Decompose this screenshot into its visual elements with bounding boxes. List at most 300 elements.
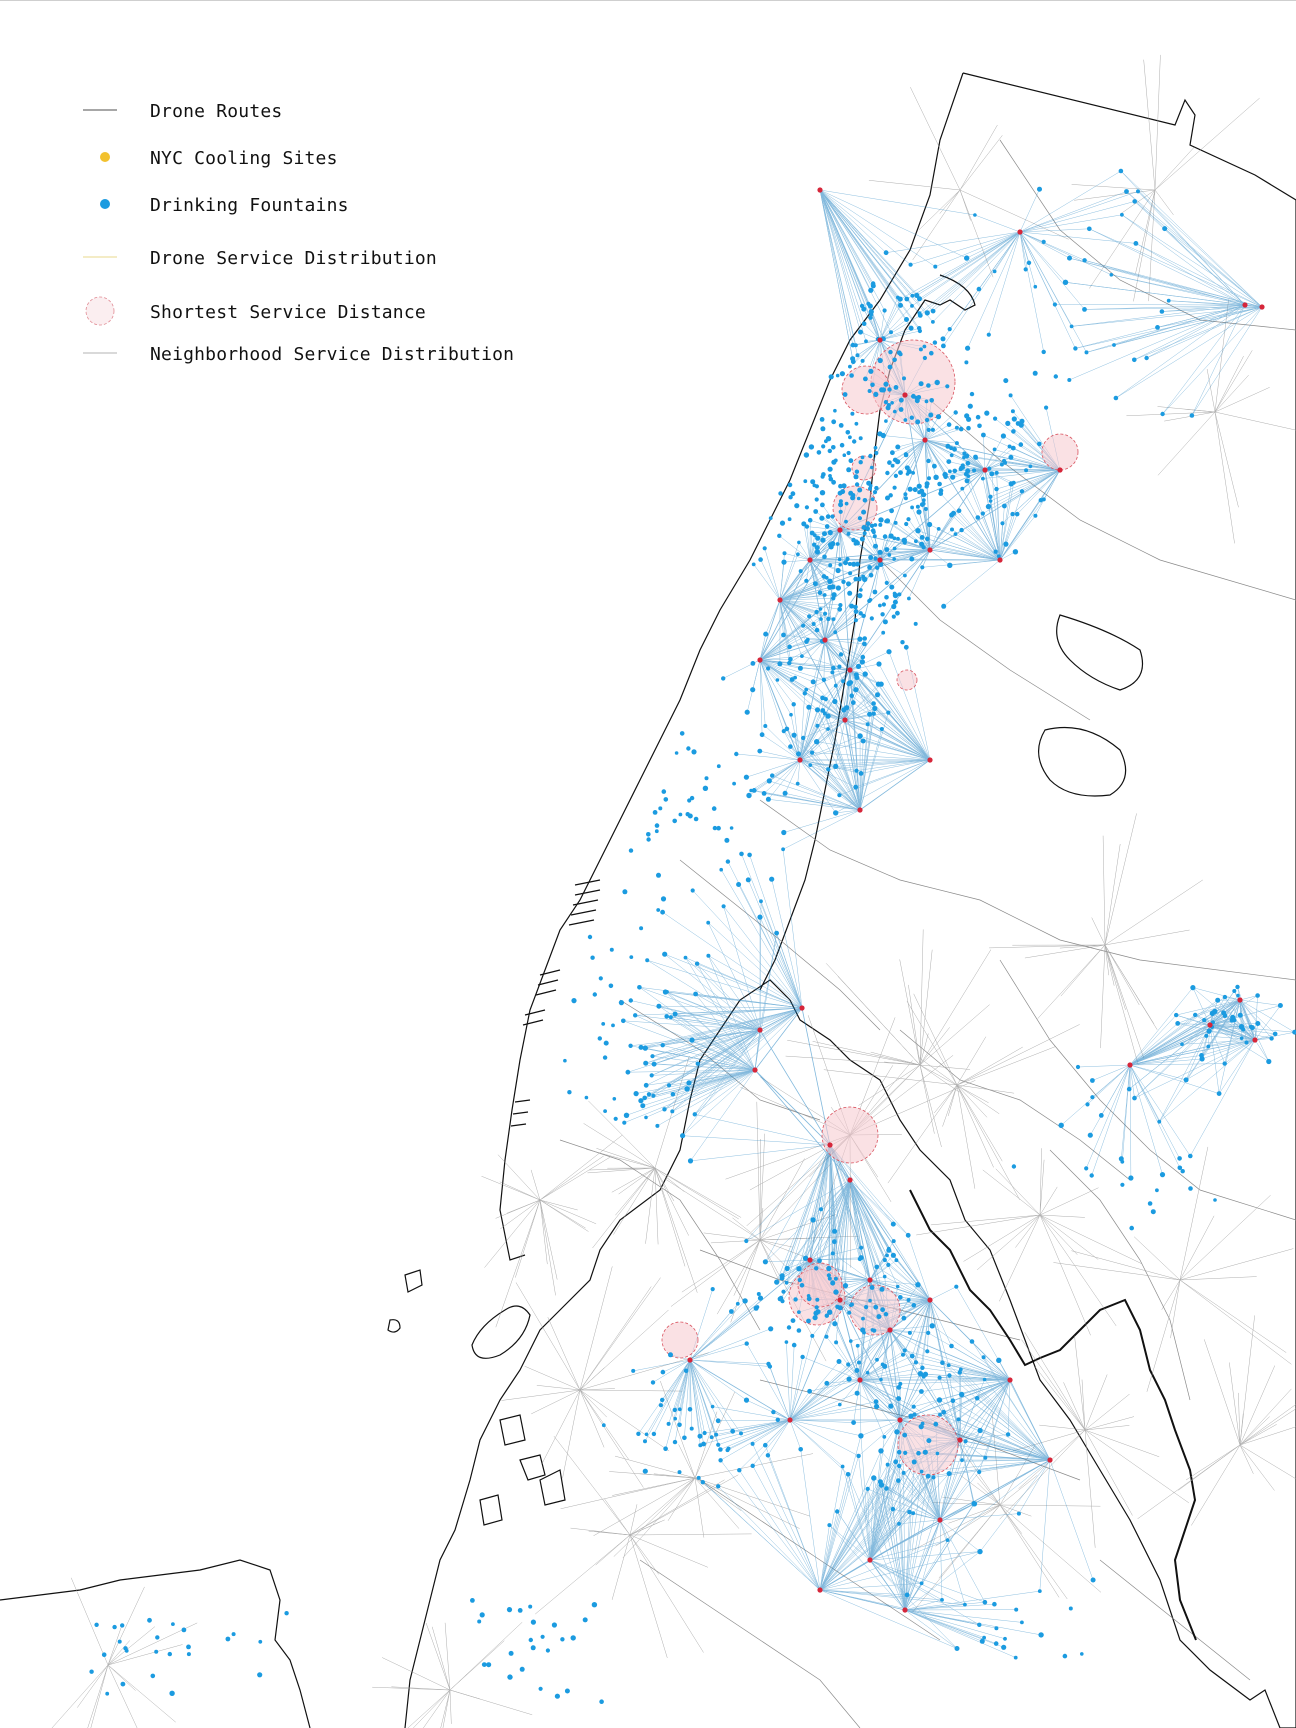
drone-route [666, 1360, 690, 1449]
drinking-fountain [870, 383, 875, 388]
drinking-fountain [858, 330, 863, 335]
drinking-fountain [869, 598, 873, 602]
neighborhood-service-line [1215, 387, 1270, 412]
neighborhood-service-line [612, 1478, 695, 1496]
drinking-fountain [836, 542, 840, 546]
service-hub [902, 392, 907, 397]
drinking-fountain [917, 326, 921, 330]
drinking-fountain [684, 1086, 689, 1091]
drinking-fountain [904, 496, 908, 500]
drinking-fountain [925, 537, 930, 542]
drinking-fountain [977, 1549, 982, 1554]
neighborhood-service-line [940, 190, 960, 214]
drinking-fountain [257, 1672, 262, 1677]
drinking-fountain [886, 1263, 890, 1267]
drinking-fountain [863, 671, 868, 676]
neighborhood-service-line [1015, 1215, 1040, 1248]
drinking-fountain [1160, 412, 1164, 416]
drinking-fountain [766, 1453, 770, 1457]
drinking-fountain [1236, 994, 1240, 998]
drinking-fountain [827, 1523, 831, 1527]
drinking-fountain [778, 1297, 783, 1302]
drinking-fountain [920, 565, 924, 569]
drinking-fountain [859, 588, 863, 592]
drinking-fountain [846, 581, 851, 586]
drinking-fountain [1215, 998, 1220, 1003]
service-hub [927, 1297, 932, 1302]
drone-route [1186, 1040, 1255, 1080]
drone-route [900, 232, 1020, 299]
drinking-fountain [669, 1015, 673, 1019]
drone-route [736, 754, 800, 760]
drinking-fountain [1082, 258, 1086, 262]
drinking-fountain [962, 452, 966, 456]
drinking-fountain [1067, 378, 1071, 382]
drinking-fountain [785, 1281, 789, 1285]
drinking-fountain [881, 387, 886, 392]
drinking-fountain [900, 640, 904, 644]
drone-route [790, 1393, 857, 1420]
drinking-fountain [507, 1674, 512, 1679]
drinking-fountain [873, 1305, 878, 1310]
drinking-fountain [833, 810, 838, 815]
service-hub [1207, 1022, 1212, 1027]
drinking-fountain [686, 746, 690, 750]
drinking-fountain [914, 1360, 918, 1364]
drinking-fountain [924, 507, 928, 511]
neighborhood-service-line [1053, 1263, 1180, 1281]
drinking-fountain [849, 1303, 853, 1307]
drinking-fountain [603, 1055, 607, 1059]
drinking-fountain [873, 490, 877, 494]
drinking-fountain [887, 553, 891, 557]
drinking-fountain [914, 539, 918, 543]
drinking-fountain [830, 670, 834, 674]
drinking-fountain [925, 1349, 929, 1353]
drinking-fountain [879, 1482, 884, 1487]
drinking-fountain [966, 426, 971, 431]
neighborhood-service-line [81, 1665, 108, 1728]
neighborhood-service-line [888, 1085, 957, 1183]
drinking-fountain [893, 1459, 898, 1464]
drone-route [930, 1287, 956, 1300]
drinking-fountain [688, 1407, 693, 1412]
neighborhood-service-line [561, 1478, 695, 1509]
neighborhood-service-line [1040, 1188, 1099, 1215]
drinking-fountain [507, 1607, 512, 1612]
neighborhood-service-line [382, 1658, 450, 1691]
drinking-fountain [622, 889, 627, 894]
drinking-fountain [849, 1339, 853, 1343]
drinking-fountain [1120, 213, 1124, 217]
drone-route [647, 960, 802, 1008]
neighborhood-service-line [580, 1390, 669, 1451]
drinking-fountain [682, 1436, 687, 1441]
drinking-fountain [742, 1298, 747, 1303]
drone-route [922, 560, 1000, 567]
drone-route [930, 470, 1060, 550]
drone-route [820, 1590, 905, 1610]
service-hub [1007, 1377, 1012, 1382]
drinking-fountain [916, 1451, 921, 1456]
drinking-fountain [849, 604, 854, 609]
drinking-fountain [1009, 393, 1013, 397]
drinking-fountain [915, 1282, 920, 1287]
drinking-fountain [673, 1417, 677, 1421]
drinking-fountain [168, 1652, 172, 1656]
drinking-fountain [656, 1004, 661, 1009]
drinking-fountain [1019, 442, 1024, 447]
drone-route [1130, 988, 1193, 1065]
drinking-fountain [898, 297, 903, 302]
neighborhood-service-line [540, 1135, 622, 1200]
drinking-fountain [822, 531, 827, 536]
neighborhood-service-line [665, 1179, 760, 1240]
drinking-fountain [1005, 421, 1010, 426]
drinking-fountain [655, 829, 659, 833]
drone-route [627, 1070, 756, 1115]
drinking-fountain [840, 443, 845, 448]
neighborhood-service-line [999, 1215, 1040, 1301]
drinking-fountain [646, 837, 650, 841]
neighborhood-service-line [957, 1047, 1056, 1086]
drinking-fountain [871, 1475, 876, 1480]
drone-route [790, 1420, 801, 1449]
drinking-fountain [1033, 514, 1037, 518]
drone-route [870, 1560, 979, 1625]
drinking-fountain [636, 1432, 640, 1436]
drinking-fountain [869, 484, 873, 488]
drinking-fountain [872, 712, 876, 716]
drone-route [760, 614, 825, 660]
drinking-fountain [571, 1635, 576, 1640]
drone-route [760, 751, 800, 760]
drone-route [868, 304, 880, 340]
drinking-fountain [851, 1420, 856, 1425]
service-hub [842, 717, 847, 722]
drinking-fountain [640, 1103, 645, 1108]
drinking-fountain [995, 471, 999, 475]
drone-route [790, 1380, 860, 1420]
neighborhood-service-line [1180, 1216, 1214, 1280]
drinking-fountain [697, 1476, 701, 1480]
drinking-fountain [663, 1446, 668, 1451]
drinking-fountain [883, 1275, 887, 1279]
drone-route [1020, 201, 1135, 232]
service-hub [1047, 1457, 1052, 1462]
drinking-fountain [780, 1276, 785, 1281]
drinking-fountain [770, 773, 774, 777]
drone-route [1020, 232, 1044, 352]
drone-route [690, 1360, 747, 1400]
drinking-fountain [922, 498, 926, 502]
neighborhood-service-line [1105, 813, 1137, 945]
drinking-fountain [1099, 1113, 1104, 1118]
drinking-fountain [868, 1299, 872, 1303]
neighborhood-service-line [1105, 945, 1114, 986]
drinking-fountain [673, 1012, 678, 1017]
neighborhood-service-line [445, 1623, 450, 1690]
drinking-fountain [650, 1073, 654, 1077]
drone-route [905, 1602, 985, 1610]
drinking-fountain [931, 309, 936, 314]
drinking-fountain [1235, 985, 1239, 989]
drinking-fountain [599, 1699, 604, 1704]
drinking-fountain [854, 343, 858, 347]
drinking-fountain [946, 1538, 950, 1542]
drinking-fountain [1188, 1186, 1193, 1191]
neighborhood-service-line [655, 1168, 697, 1293]
drinking-fountain [1000, 463, 1004, 467]
drinking-fountain [1053, 302, 1057, 306]
drinking-fountain [585, 1096, 589, 1100]
drinking-fountain [850, 495, 855, 500]
drinking-fountain [975, 1396, 980, 1401]
drinking-fountain [883, 382, 888, 387]
drinking-fountain [834, 1277, 838, 1281]
drinking-fountain [835, 1509, 839, 1513]
drinking-fountain [1020, 489, 1024, 493]
drinking-fountain [1110, 273, 1114, 277]
drinking-fountain [873, 534, 877, 538]
drinking-fountain [893, 536, 897, 540]
drinking-fountain [1177, 1156, 1182, 1161]
drinking-fountain [949, 446, 953, 450]
drinking-fountain [831, 666, 836, 671]
drinking-fountain [832, 592, 837, 597]
drone-route-line-icon [80, 95, 120, 125]
drinking-fountain [693, 1112, 697, 1116]
drinking-fountain [896, 537, 900, 541]
drinking-fountain [925, 418, 929, 422]
drinking-fountain [730, 1429, 735, 1434]
drinking-fountain [1082, 307, 1087, 312]
drinking-fountain [929, 351, 934, 356]
neighborhood-service-line [908, 985, 920, 1065]
drone-route [860, 704, 874, 811]
drone-route [975, 215, 1020, 232]
drone-route [917, 232, 1020, 295]
neighborhood-service-line [695, 1478, 800, 1529]
neighborhood-service-line [548, 1317, 580, 1390]
drone-route [820, 190, 920, 315]
drinking-fountain [881, 1363, 885, 1367]
drinking-fountain [774, 931, 779, 936]
service-hub [857, 1377, 862, 1382]
drinking-fountain [1241, 1027, 1245, 1031]
drinking-fountain [520, 1667, 525, 1672]
drinking-fountain [732, 782, 736, 786]
legend-item-drone-service-distribution [80, 242, 580, 272]
drone-route [790, 1420, 848, 1474]
drinking-fountain [1073, 346, 1077, 350]
neighborhood-service-line [920, 929, 923, 1065]
drinking-fountain [838, 558, 842, 562]
drinking-fountain [911, 394, 916, 399]
drinking-fountain [673, 1440, 677, 1444]
drinking-fountain [729, 1309, 734, 1314]
drinking-fountain [798, 1278, 802, 1282]
drinking-fountain [981, 511, 985, 515]
drinking-fountain [1120, 1183, 1124, 1187]
drinking-fountain [888, 365, 893, 370]
drinking-fountain [1042, 240, 1046, 244]
drinking-fountain [865, 526, 870, 531]
drinking-fountain [885, 1254, 889, 1258]
neighborhood-service-line [1085, 1430, 1159, 1457]
drinking-fountain [1221, 1010, 1226, 1015]
drinking-fountain [989, 471, 994, 476]
drone-route [940, 1520, 965, 1605]
drone-route [739, 1470, 820, 1590]
neighborhood-service-line [1085, 1430, 1133, 1516]
drinking-fountain [904, 418, 908, 422]
drinking-fountain [854, 769, 858, 773]
drone-route [1130, 1036, 1206, 1065]
neighborhood-service-line [630, 1504, 637, 1535]
drinking-fountain [801, 736, 805, 740]
drinking-fountain [788, 495, 792, 499]
legend-label-shortest-service-distance: Shortest Service Distance [150, 302, 426, 323]
drinking-fountain [868, 369, 873, 374]
neighborhood-service-line [630, 1475, 738, 1535]
drone-route [663, 912, 802, 1008]
drinking-fountain [868, 288, 873, 293]
neighborhood-service-line [957, 1085, 975, 1189]
drinking-fountain [480, 1612, 485, 1617]
neighborhood-service-line [498, 1155, 540, 1200]
drinking-fountain [817, 450, 822, 455]
drone-route [1134, 305, 1245, 360]
drone-route [699, 1478, 820, 1590]
neighborhood-service-line [1105, 945, 1138, 1065]
neighborhood-service-line [596, 1478, 695, 1565]
drinking-fountain [984, 411, 989, 416]
drinking-fountain [958, 1370, 962, 1374]
drinking-fountain [926, 1474, 931, 1479]
neighborhood-service-line [1180, 1277, 1257, 1280]
neighborhood-service-line [931, 1215, 1040, 1225]
neighborhood-service-line [920, 950, 991, 1065]
drinking-fountain [867, 712, 872, 717]
drinking-fountain [747, 853, 752, 858]
drinking-fountain [672, 819, 677, 824]
drinking-fountain [936, 1452, 940, 1456]
drinking-fountain [854, 474, 859, 479]
drinking-fountain [482, 1662, 487, 1667]
drinking-fountain [815, 497, 819, 501]
neighborhood-service-line [920, 1065, 970, 1070]
neighborhood-service-line [540, 1200, 557, 1280]
drinking-fountain [813, 1315, 818, 1320]
drinking-fountain [832, 1239, 837, 1244]
drinking-fountain [965, 346, 970, 351]
neighborhood-service-line [1162, 1280, 1180, 1310]
drinking-fountain [841, 1465, 845, 1469]
drinking-fountain [691, 749, 696, 754]
drinking-fountain [940, 1598, 944, 1602]
drinking-fountain [930, 1323, 935, 1328]
small-island-2 [405, 1270, 422, 1292]
drinking-fountain [1129, 1226, 1134, 1231]
drinking-fountain [751, 661, 756, 666]
neighborhood-service-line [482, 1176, 541, 1200]
drinking-fountain [859, 611, 863, 615]
drinking-fountain [855, 422, 859, 426]
drinking-fountain [951, 1398, 956, 1403]
drinking-fountain [754, 1306, 759, 1311]
drinking-fountain [852, 439, 856, 443]
drinking-fountain [897, 1385, 902, 1390]
service-hub [757, 1027, 762, 1032]
governors-island [472, 1306, 530, 1358]
neighborhood-service-line [936, 1505, 1000, 1546]
neighborhood-service-line [1085, 1425, 1129, 1430]
service-hub [982, 467, 987, 472]
drinking-fountain [737, 1468, 741, 1472]
drone-route [905, 1610, 982, 1641]
drinking-fountain [855, 541, 860, 546]
drinking-fountain [726, 1448, 730, 1452]
drinking-fountain [1015, 512, 1020, 517]
drinking-fountain [1016, 421, 1021, 426]
drinking-fountain [694, 817, 699, 822]
drone-route [820, 190, 871, 314]
drinking-fountain [812, 543, 816, 547]
drinking-fountain [819, 617, 823, 621]
neighborhood-service-line [1072, 184, 1155, 190]
drinking-fountain [863, 498, 868, 503]
drinking-fountain [664, 1014, 669, 1019]
drone-route [952, 530, 1000, 561]
drinking-fountain [804, 579, 808, 583]
neighborhood-service-line [540, 1200, 596, 1224]
drinking-fountain [186, 1645, 191, 1650]
neighborhood-service-line [630, 1534, 752, 1535]
drinking-fountain [910, 304, 914, 308]
drinking-fountain [598, 1036, 602, 1040]
drinking-fountain [1132, 199, 1137, 204]
drinking-fountain [809, 444, 814, 449]
drinking-fountain [509, 1651, 514, 1656]
drone-route [1020, 191, 1138, 232]
neighborhood-service-line [372, 1687, 450, 1690]
drinking-fountain [804, 639, 809, 644]
drinking-fountain [872, 530, 876, 534]
drinking-fountain [978, 1428, 983, 1433]
drinking-fountain [745, 1341, 749, 1345]
drinking-fountain [857, 497, 861, 501]
drinking-fountain [639, 926, 643, 930]
drinking-fountain [857, 637, 862, 642]
neighborhood-service-line [824, 1070, 957, 1085]
drinking-fountain [838, 1403, 842, 1407]
drinking-fountain [722, 904, 726, 908]
service-hub [847, 667, 852, 672]
service-hub [1242, 302, 1247, 307]
drinking-fountain [609, 984, 614, 989]
neighborhood-service-line [960, 125, 997, 190]
drone-route [755, 1070, 830, 1145]
drinking-fountain [601, 1022, 605, 1026]
drinking-fountain [815, 549, 820, 554]
drinking-fountain [726, 859, 730, 863]
drinking-fountain [1037, 187, 1042, 192]
drinking-fountain [983, 1378, 987, 1382]
drinking-fountain [919, 1389, 924, 1394]
neighborhood-service-line [957, 1047, 1023, 1085]
drinking-fountain [813, 509, 818, 514]
